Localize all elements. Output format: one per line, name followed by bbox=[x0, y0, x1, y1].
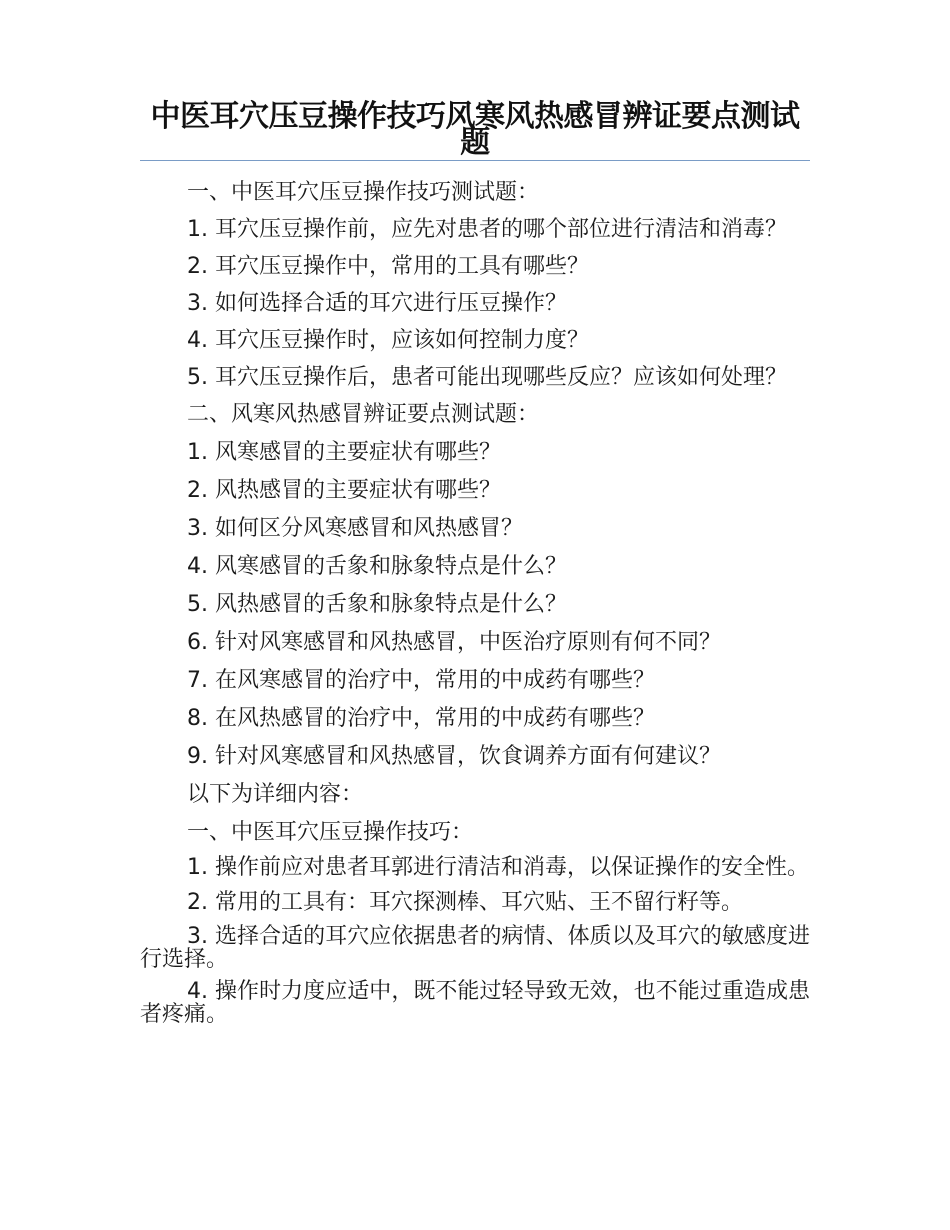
section-heading-2: 二、风寒风热感冒辨证要点测试题： bbox=[187, 402, 540, 427]
question-2-1: 1. 风寒感冒的主要症状有哪些？ bbox=[187, 440, 501, 465]
details-intro: 以下为详细内容： bbox=[187, 782, 364, 807]
question-1-4: 4. 耳穴压豆操作时，应该如何控制力度？ bbox=[187, 328, 589, 353]
question-2-6: 6. 针对风寒感冒和风热感冒，中医治疗原则有何不同？ bbox=[187, 630, 721, 655]
question-2-3: 3. 如何区分风寒感冒和风热感冒？ bbox=[187, 516, 523, 541]
document-title: 中医耳穴压豆操作技巧风寒风热感冒辨证要点测试题 bbox=[150, 99, 800, 160]
answer-1-1: 1. 操作前应对患者耳郭进行清洁和消毒，以保证操作的安全性。 bbox=[187, 855, 809, 880]
document-body bbox=[140, 178, 810, 1026]
question-2-7: 7. 在风寒感冒的治疗中，常用的中成药有哪些？ bbox=[187, 668, 655, 693]
question-2-5: 5. 风热感冒的舌象和脉象特点是什么？ bbox=[187, 592, 567, 617]
section-heading-1: 一、中医耳穴压豆操作技巧测试题： bbox=[187, 180, 540, 205]
question-2-9: 9. 针对风寒感冒和风热感冒，饮食调养方面有何建议？ bbox=[187, 744, 721, 769]
section-heading-3: 一、中医耳穴压豆操作技巧： bbox=[187, 820, 474, 845]
question-2-8: 8. 在风热感冒的治疗中，常用的中成药有哪些？ bbox=[187, 706, 655, 731]
question-1-3: 3. 如何选择合适的耳穴进行压豆操作？ bbox=[187, 291, 567, 316]
question-2-2: 2. 风热感冒的主要症状有哪些？ bbox=[187, 478, 501, 503]
title-divider bbox=[140, 160, 810, 161]
question-1-1: 1. 耳穴压豆操作前，应先对患者的哪个部位进行清洁和消毒？ bbox=[187, 217, 787, 242]
answer-1-4: 4. 操作时力度应适中，既不能过轻导致无效，也不能过重造成患者疼痛。 bbox=[140, 979, 810, 1027]
question-2-4: 4. 风寒感冒的舌象和脉象特点是什么？ bbox=[187, 554, 567, 579]
answer-1-3: 3. 选择合适的耳穴应依据患者的病情、体质以及耳穴的敏感度进行选择。 bbox=[140, 924, 810, 972]
question-1-2: 2. 耳穴压豆操作中，常用的工具有哪些？ bbox=[187, 254, 589, 279]
question-1-5: 5. 耳穴压豆操作后，患者可能出现哪些反应？应该如何处理？ bbox=[187, 365, 787, 390]
answer-1-2: 2. 常用的工具有：耳穴探测棒、耳穴贴、王不留行籽等。 bbox=[187, 890, 743, 915]
